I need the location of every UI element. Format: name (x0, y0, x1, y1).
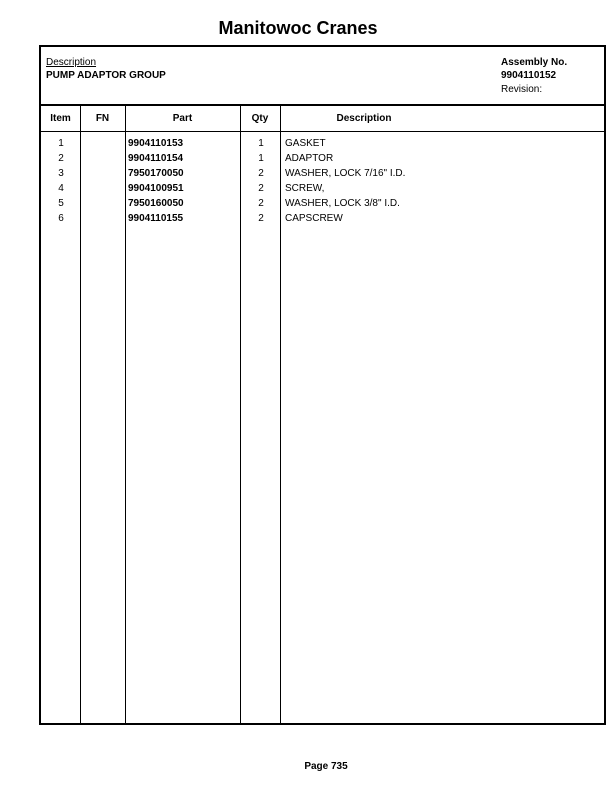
table-row (41, 153, 604, 168)
item-cell: 4 (58, 183, 64, 194)
part-number-cell: 7950160050 (128, 198, 184, 209)
quantity-cell: 1 (258, 138, 264, 149)
item-cell: 2 (58, 153, 64, 164)
table-row (41, 213, 604, 228)
description-cell: WASHER, LOCK 3/8" I.D. (285, 198, 400, 209)
page-number: Page 735 (304, 761, 348, 772)
revision-label: Revision: (501, 84, 543, 95)
table-row (41, 168, 604, 183)
part-number-cell: 9904100951 (128, 183, 184, 194)
parts-list-sheet (39, 45, 606, 725)
item-cell: 5 (58, 198, 64, 209)
part-number-cell: 9904110153 (128, 138, 184, 149)
column-header-part: Part (172, 113, 193, 124)
page-title: Manitowoc Cranes (218, 18, 378, 38)
quantity-cell: 2 (258, 168, 264, 179)
column-header-fn: FN (95, 113, 110, 124)
assembly-number-value: 9904110152 (501, 70, 557, 81)
table-row (41, 138, 604, 153)
item-cell: 6 (58, 213, 64, 224)
quantity-cell: 2 (258, 198, 264, 209)
description-value: PUMP ADAPTOR GROUP (46, 70, 166, 81)
quantity-cell: 2 (258, 183, 264, 194)
column-header-item: Item (50, 113, 71, 124)
part-number-cell: 9904110155 (128, 213, 184, 224)
description-cell: SCREW, (285, 183, 325, 194)
quantity-cell: 2 (258, 213, 264, 224)
description-label: Description (46, 57, 97, 68)
column-header-description: Description (336, 113, 392, 124)
item-cell: 1 (58, 138, 64, 149)
part-number-cell: 9904110154 (128, 153, 184, 164)
description-cell: ADAPTOR (285, 153, 334, 164)
description-cell: WASHER, LOCK 7/16" I.D. (285, 168, 406, 179)
quantity-cell: 1 (258, 153, 264, 164)
description-cell: CAPSCREW (285, 213, 343, 224)
assembly-number-label: Assembly No. (501, 57, 568, 68)
table-row (41, 198, 604, 213)
part-number-cell: 7950170050 (128, 168, 184, 179)
table-row (41, 183, 604, 198)
assembly-header (41, 47, 604, 106)
column-header-qty: Qty (251, 113, 269, 124)
item-cell: 3 (58, 168, 64, 179)
description-cell: GASKET (285, 138, 326, 149)
